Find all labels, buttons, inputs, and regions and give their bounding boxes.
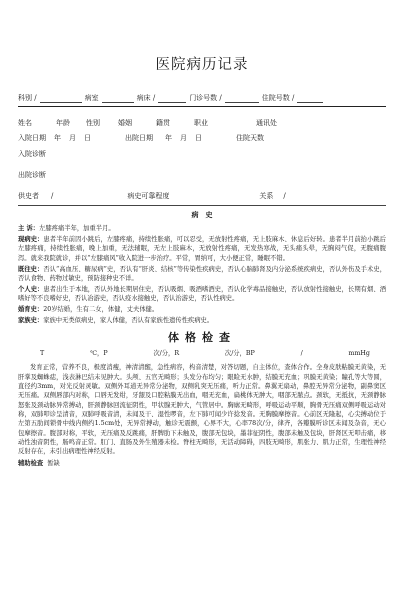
- basic-info-row: [18, 119, 386, 128]
- occupation-label: 职业: [194, 118, 208, 127]
- auxiliary-exam-value: 暂缺: [47, 459, 60, 467]
- header-divider: [18, 106, 386, 107]
- history-title: 病 史: [191, 209, 213, 219]
- info-divider: [18, 205, 386, 206]
- department-blank[interactable]: [40, 95, 82, 103]
- history-section: [18, 224, 386, 325]
- admission-diagnosis-label: 入院诊断: [18, 150, 46, 159]
- admission-year: 年: [54, 133, 61, 142]
- physical-exam-title: 体格检查: [168, 330, 236, 344]
- inpatient-no-blank[interactable]: [297, 95, 323, 103]
- inpatient-no-label: 住院号数: [261, 94, 290, 102]
- discharge-date-label: 出院日期: [125, 133, 153, 142]
- ward-blank[interactable]: [102, 95, 134, 103]
- admission-day: 日: [84, 133, 91, 142]
- discharge-month: 月: [180, 133, 187, 142]
- blood-pressure-label: 次/分，BP: [224, 349, 255, 357]
- reliability-label: 病史可靠程度: [127, 191, 170, 200]
- discharge-year: 年: [165, 133, 172, 142]
- sex-label: 性别: [86, 118, 100, 127]
- bed-blank[interactable]: [158, 95, 186, 103]
- dates-row: [18, 134, 386, 143]
- personal-history: 个人史：患者出生于本地，否认外地长期居住史，否认吸烟、吸酒嗜酒史，否认化学毒品接触史，否认放射性接触史，长期有烟、酒嗜好等不良嗜好史，否认冶游史，否认疫水接触史，否认治游史，否认性病史。: [18, 285, 387, 302]
- admission-diagnosis-row: [18, 150, 386, 159]
- bp-unit: mmHg: [348, 349, 370, 357]
- vitals-row: [40, 350, 370, 358]
- present-illness: 现病史：患者半年前因小跳后，左膝疼痛，持续性胀痛，可以忍受，无放射性疼痛，无上肢麻木、休息后好转。患者半月前抬小跳后左膝疼痛，持续性胀痛，晚上加重，无法辅眠，无左上肢麻木，无放射性疼痛，无发热寒战，无头痛头晕，无胸闷气促，无腹痛腹泻。就来我院就诊，并以“左膝痛风”收入院进一步治疗。平常，胃纳可，大小便正常，睡眠不错。: [18, 236, 387, 262]
- family-history: 家族史：家族中无类似病史，家人体健，否认有家族性遗传性疾病史。: [18, 316, 214, 324]
- meta-row: 科别 / 病室 病床 / 门诊号数 / 住院号数 /: [18, 94, 386, 103]
- page-title: 医院病历记录: [155, 57, 249, 73]
- bp-separator: /: [300, 349, 303, 357]
- ward-label: 病室: [84, 94, 99, 102]
- marital-history: 婚育史：20岁结婚，生有二女，体健，丈夫体健。: [18, 305, 159, 313]
- auxiliary-exam-label: 辅助检查: [18, 459, 44, 467]
- informant-row: 供史者 / 病史可靠程度 关系 /: [18, 191, 286, 200]
- age-label: 年龄: [56, 118, 70, 127]
- auxiliary-exam: [18, 459, 386, 468]
- admission-date-label: 入院日期: [18, 133, 46, 142]
- physical-exam-text: 发育正常，营养不良，极度消瘦，神清清醒，急性病容，构音清楚，对答切题，自主体位，查体合作。全身皮肤粘膜无黄染，无肝掌及蜘蛛痣，浅表淋巴结未见肿大。头颅、五官无畸形；头发分布均匀；眼睑无水肿，结膜无充血；巩膜无黄染；瞳孔等大等圆，直径约3mm，对光反射灵敏。双侧外耳道无异常分泌物，双侧乳突无压痛，听力正常。鼻翼无扇动，鼻腔无异常分泌物，副鼻窦区无压痛。双侧唇部内对称，口唇无发绀，牙龈及口腔粘膜无出血，咽无充血，扁桃体无肿大，咽部无脓点。颈软，无抵抗，无颈静脉怒张及颈动脉异常搏动，肝颈静脉回流征阴性，甲状腺无肿大，气管居中。胸廓无畸形，呼吸运动平顺，胸骨无压痛双侧呼吸运动对称，双肺叩诊呈清音，双肺呼吸音清，未闻及干、湿性啰音，左下肺可闻少许捻发音。无胸膜摩擦音。心前区无隆起，心尖搏动位于左第五肋间锁骨中线内侧约1.5cm处，无异常搏动，触诊无震颤，心界不大，心率78次/分，律齐，各瓣膜听诊区未闻及杂音，无心包摩擦音。腹部对称，平软，无压痛及反跳痛，肝脾肋下未触及，腹部无包块，墨菲征阴性，腹部未触及包块，肝肾区无叩击痛，移动性浊音阴性，肠鸣音正常。肛门、直肠及外生殖器未检。脊柱无畸形，无活动障碍，四肢无畸形，肌张力、肌力正常，生理性神经反射存在，未引出病理性神经反射。: [18, 364, 386, 456]
- relationship-label: 关系: [259, 191, 274, 200]
- hospital-days-label: 住院天数: [236, 133, 264, 142]
- outpatient-no-label: 门诊号数: [189, 94, 218, 102]
- department-label: 科别: [18, 94, 32, 102]
- bed-label: 病床: [136, 94, 151, 102]
- native-place-label: 籍贯: [156, 118, 170, 127]
- address-label: 通讯处: [256, 118, 277, 127]
- outpatient-no-blank[interactable]: [225, 95, 259, 103]
- chief-complaint: 主 诉：左膝疼痛半年，加重半月。: [18, 225, 115, 233]
- admission-month: 月: [69, 133, 76, 142]
- pulse-label: ℃，P: [89, 349, 108, 357]
- marital-label: 婚姻: [118, 118, 132, 127]
- temperature-label: T: [40, 349, 45, 357]
- discharge-diagnosis-label: 出院诊断: [18, 171, 46, 179]
- name-label: 姓名: [18, 118, 32, 127]
- informant-label: 供史者: [18, 191, 39, 200]
- respiration-label: 次/分，R: [153, 349, 180, 357]
- discharge-day: 日: [195, 133, 202, 142]
- discharge-diagnosis-row: [18, 171, 386, 180]
- past-history: 既往史：否认“高血压、糖尿病”史，否认有“肝炎、结核”等传染性疾病史，否认心脑肺肾及内分泌系统疾病史，否认外伤及手术史，否认食物、药物过敏史，预防接种史不详。: [18, 265, 386, 282]
